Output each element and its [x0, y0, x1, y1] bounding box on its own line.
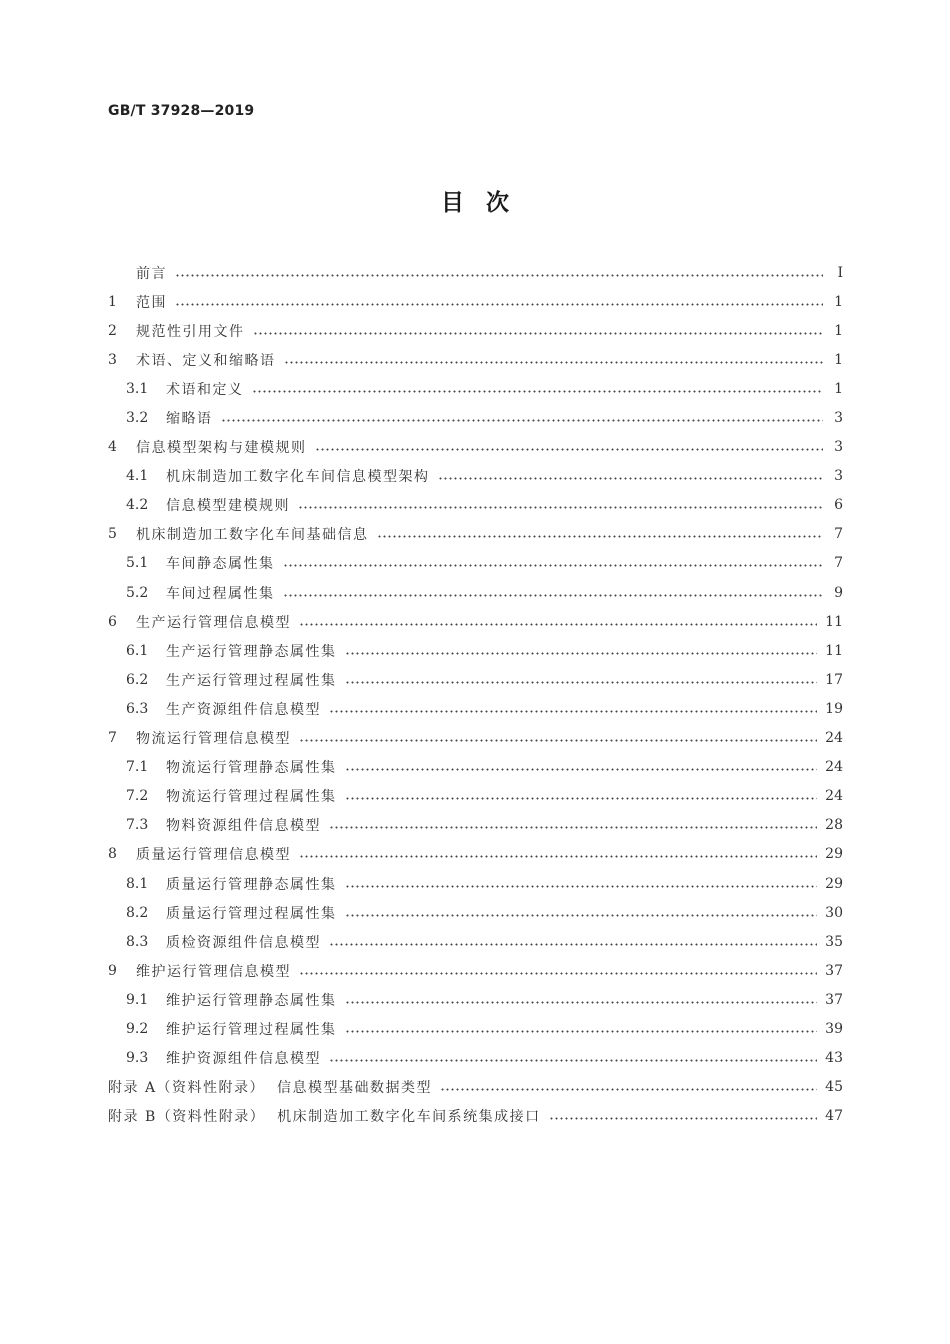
- toc-entry-number: 3.1: [126, 380, 149, 397]
- dot-leader: [175, 266, 823, 280]
- dot-leader: [315, 440, 824, 454]
- toc-entry-number: 7: [108, 730, 117, 747]
- toc-entry-number: 2: [108, 322, 117, 339]
- toc-entry[interactable]: [108, 665, 843, 694]
- toc-entry-number: 7.1: [126, 759, 149, 776]
- dot-leader: [345, 906, 818, 920]
- toc-entry-page: 1: [834, 322, 843, 339]
- toc-entry-label: 生产运行管理信息模型: [136, 614, 291, 631]
- toc-entry-number: 6.2: [126, 671, 149, 688]
- toc-entry-label: 生产资源组件信息模型: [166, 701, 321, 718]
- toc-entry-page: 1: [834, 380, 843, 397]
- toc-entry-number: 8.2: [126, 904, 149, 921]
- toc-entry-page: 9: [834, 584, 843, 601]
- dot-leader: [252, 382, 824, 396]
- toc-entry[interactable]: [108, 1073, 843, 1102]
- toc-entry-number: 6.1: [126, 642, 149, 659]
- toc-entry-page: 37: [825, 991, 843, 1008]
- toc-entry-label: 质检资源组件信息模型: [166, 934, 321, 951]
- toc-entry-label: 规范性引用文件: [136, 323, 245, 340]
- toc-entry[interactable]: [108, 869, 843, 898]
- toc-entry-label: 质量运行管理静态属性集: [166, 876, 337, 893]
- dot-leader: [175, 295, 823, 309]
- dot-leader: [283, 586, 824, 600]
- toc-entry-page: 43: [825, 1050, 843, 1067]
- toc-entry-label: 质量运行管理过程属性集: [166, 905, 337, 922]
- toc-entry-number: 5: [108, 526, 117, 543]
- toc-entry-page: 1: [834, 293, 843, 310]
- dot-leader: [345, 1022, 818, 1036]
- toc-entry-number: 6.3: [126, 700, 149, 717]
- toc-entry[interactable]: [108, 753, 843, 782]
- toc-entry-page: 3: [834, 410, 843, 427]
- dot-leader: [345, 993, 818, 1007]
- toc-entry-label: 信息模型架构与建模规则: [136, 440, 307, 457]
- toc-entry-label: 物流运行管理信息模型: [136, 731, 291, 748]
- toc-entry-number: 9.3: [126, 1050, 149, 1067]
- toc-entry-number: 5.2: [126, 584, 149, 601]
- toc-entry[interactable]: [108, 374, 843, 403]
- toc-entry[interactable]: [108, 811, 843, 840]
- toc-entry[interactable]: [108, 549, 843, 578]
- dot-leader: [329, 702, 817, 716]
- toc-entry-page: 24: [825, 759, 843, 776]
- toc-entry-label: 前言: [136, 265, 167, 282]
- toc-entry[interactable]: [108, 287, 843, 316]
- toc-entry-label: 缩略语: [166, 411, 213, 428]
- table-of-contents: [108, 258, 843, 1131]
- toc-entry[interactable]: [108, 258, 843, 287]
- dot-leader: [345, 673, 818, 687]
- dot-leader: [283, 556, 824, 570]
- toc-entry-page: Ⅰ: [837, 264, 843, 281]
- toc-entry-number: 4.2: [126, 497, 149, 514]
- toc-entry-page: 17: [825, 671, 843, 688]
- toc-entry-number: 6: [108, 613, 117, 630]
- dot-leader: [329, 818, 817, 832]
- toc-entry-page: 3: [834, 439, 843, 456]
- toc-entry-number: 9: [108, 962, 117, 979]
- toc-entry[interactable]: [108, 1044, 843, 1073]
- toc-entry-number: 1: [108, 293, 117, 310]
- toc-entry-label: 附录 B（资料性附录） 机床制造加工数字化车间系统集成接口: [108, 1109, 541, 1126]
- toc-entry[interactable]: [108, 724, 843, 753]
- toc-entry-label: 机床制造加工数字化车间信息模型架构: [166, 469, 430, 486]
- toc-entry-page: 37: [825, 962, 843, 979]
- toc-entry[interactable]: [108, 636, 843, 665]
- toc-entry-label: 维护运行管理信息模型: [136, 963, 291, 980]
- toc-entry[interactable]: [108, 316, 843, 345]
- toc-entry[interactable]: [108, 403, 843, 432]
- toc-entry-page: 7: [834, 555, 843, 572]
- toc-entry-label: 生产运行管理静态属性集: [166, 643, 337, 660]
- toc-entry[interactable]: [108, 840, 843, 869]
- toc-entry-label: 维护资源组件信息模型: [166, 1051, 321, 1068]
- toc-entry-number: 3: [108, 351, 117, 368]
- toc-entry-label: 生产运行管理过程属性集: [166, 672, 337, 689]
- toc-entry-number: 5.1: [126, 555, 149, 572]
- toc-entry-page: 47: [825, 1108, 843, 1125]
- toc-entry-label: 车间过程属性集: [166, 585, 275, 602]
- document-code: GB/T 37928—2019: [108, 103, 255, 119]
- toc-entry-label: 术语和定义: [166, 381, 244, 398]
- toc-entry-page: 11: [825, 613, 843, 630]
- toc-entry-label: 附录 A（资料性附录） 信息模型基础数据类型: [108, 1080, 432, 1097]
- toc-entry-page: 24: [825, 788, 843, 805]
- toc-entry-page: 28: [825, 817, 843, 834]
- toc-entry-page: 1: [834, 351, 843, 368]
- toc-entry-label: 车间静态属性集: [166, 556, 275, 573]
- toc-entry-label: 质量运行管理信息模型: [136, 847, 291, 864]
- toc-entry-number: 8.1: [126, 875, 149, 892]
- toc-entry-label: 术语、定义和缩略语: [136, 352, 276, 369]
- dot-leader: [299, 847, 817, 861]
- toc-entry[interactable]: [108, 927, 843, 956]
- toc-entry-page: 3: [834, 468, 843, 485]
- dot-leader: [345, 877, 818, 891]
- dot-leader: [438, 469, 824, 483]
- toc-entry-label: 机床制造加工数字化车间基础信息: [136, 527, 369, 544]
- toc-entry[interactable]: [108, 782, 843, 811]
- toc-entry[interactable]: [108, 578, 843, 607]
- toc-entry[interactable]: [108, 520, 843, 549]
- toc-entry-label: 物流运行管理过程属性集: [166, 789, 337, 806]
- toc-entry[interactable]: [108, 898, 843, 927]
- toc-entry-number: 9.1: [126, 991, 149, 1008]
- toc-entry[interactable]: [108, 694, 843, 723]
- toc-entry[interactable]: [108, 462, 843, 491]
- page-title: [0, 184, 950, 217]
- dot-leader: [329, 935, 817, 949]
- dot-leader: [549, 1109, 818, 1123]
- toc-entry-label: 维护运行管理过程属性集: [166, 1021, 337, 1038]
- toc-entry-label: 范围: [136, 294, 167, 311]
- dot-leader: [298, 498, 823, 512]
- toc-entry-label: 信息模型建模规则: [166, 498, 290, 515]
- toc-entry-page: 24: [825, 730, 843, 747]
- toc-entry[interactable]: [108, 956, 843, 985]
- toc-entry-page: 39: [825, 1020, 843, 1037]
- dot-leader: [345, 789, 818, 803]
- toc-entry[interactable]: [108, 1014, 843, 1043]
- toc-entry-number: 8.3: [126, 933, 149, 950]
- page-title-text: 目次: [441, 190, 531, 216]
- toc-entry-label: 物流运行管理静态属性集: [166, 760, 337, 777]
- toc-entry[interactable]: [108, 491, 843, 520]
- dot-leader: [345, 644, 818, 658]
- toc-entry-label: 维护运行管理静态属性集: [166, 992, 337, 1009]
- toc-entry-page: 35: [825, 933, 843, 950]
- toc-entry[interactable]: [108, 607, 843, 636]
- dot-leader: [329, 1051, 817, 1065]
- toc-entry-number: 7.3: [126, 817, 149, 834]
- toc-entry[interactable]: [108, 1102, 843, 1131]
- toc-entry-number: 4: [108, 439, 117, 456]
- toc-entry[interactable]: [108, 345, 843, 374]
- dot-leader: [299, 615, 817, 629]
- dot-leader: [284, 353, 824, 367]
- dot-leader: [377, 527, 824, 541]
- toc-entry-page: 45: [825, 1079, 843, 1096]
- toc-entry-page: 19: [825, 700, 843, 717]
- toc-entry-page: 7: [834, 526, 843, 543]
- toc-entry-page: 29: [825, 846, 843, 863]
- dot-leader: [440, 1080, 817, 1094]
- toc-entry-page: 30: [825, 904, 843, 921]
- toc-entry-number: 9.2: [126, 1020, 149, 1037]
- toc-entry[interactable]: [108, 433, 843, 462]
- toc-entry-number: 4.1: [126, 468, 149, 485]
- toc-entry-page: 11: [825, 642, 843, 659]
- dot-leader: [253, 324, 824, 338]
- toc-entry[interactable]: [108, 985, 843, 1014]
- dot-leader: [299, 964, 817, 978]
- dot-leader: [299, 731, 817, 745]
- dot-leader: [221, 411, 824, 425]
- toc-entry-label: 物料资源组件信息模型: [166, 818, 321, 835]
- dot-leader: [345, 760, 818, 774]
- toc-entry-page: 6: [834, 497, 843, 514]
- toc-entry-number: 7.2: [126, 788, 149, 805]
- toc-entry-number: 8: [108, 846, 117, 863]
- toc-entry-page: 29: [825, 875, 843, 892]
- toc-entry-number: 3.2: [126, 410, 149, 427]
